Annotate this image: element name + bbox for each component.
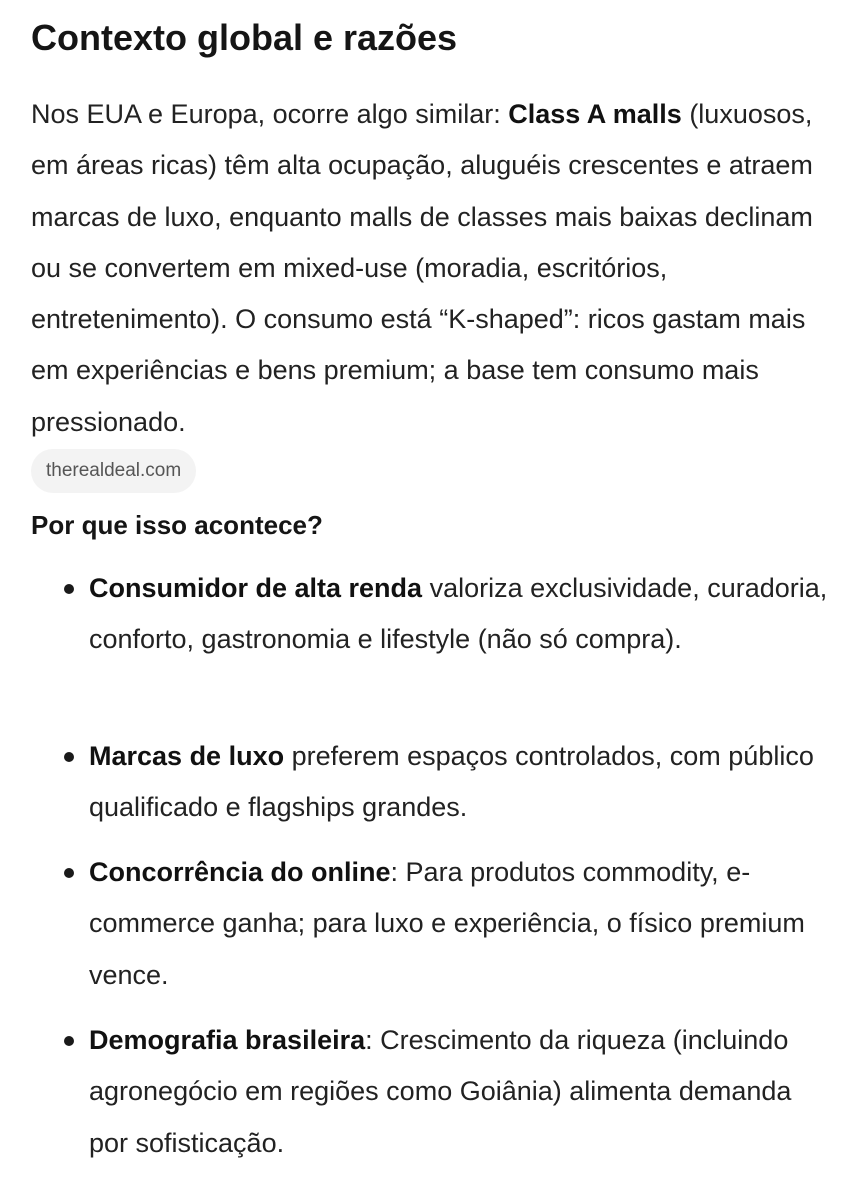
paragraph-body: (luxuosos, em áreas ricas) têm alta ocupação, aluguéis crescentes e atraem marcas de luxo, enquanto malls de classes mais baixas declinam ou se convertem em mixed-use (moradia, escritórios, entretenimento). O consumo está “K-shaped”: ricos gastam mais em experiências e bens premium; a base tem consumo mais pressionado. (31, 99, 813, 437)
paragraph-intro: Nos EUA e Europa, ocorre algo similar: (31, 99, 509, 129)
list-item-online-competition (89, 847, 829, 1001)
list-item-text: : Para produtos commodity, e-commerce ganha; para luxo e experiência, o físico premium vence. (89, 857, 805, 990)
list-item-bold-term: Consumidor de alta renda (89, 573, 423, 603)
list-item-bold-term: Marcas de luxo (89, 741, 285, 771)
list-item-luxury-brands (89, 731, 829, 834)
section-heading: Contexto global e razões (31, 17, 458, 58)
list-item-bold-term: Demografia brasileira (89, 1025, 366, 1055)
list-item-high-income (89, 563, 829, 666)
list-item-brazilian-demographics (89, 1015, 829, 1169)
paragraph-bold-term: Class A malls (508, 99, 682, 129)
list-item-text: : Crescimento da riqueza (incluindo agronegócio em regiões como Goiânia) alimenta demanda por sofisticação. (89, 1025, 792, 1158)
context-paragraph (31, 89, 831, 448)
bullet-dot (64, 868, 74, 878)
bullet-dot (64, 584, 74, 594)
bullet-dot (64, 752, 74, 762)
list-item-text: preferem espaços controlados, com público qualificado e flagships grandes. (89, 741, 814, 823)
bullet-dot (64, 1036, 74, 1046)
subsection-heading: Por que isso acontece? (31, 510, 323, 540)
source-link-chip[interactable]: therealdeal.com (31, 449, 196, 493)
list-item-text: valoriza exclusividade, curadoria, conforto, gastronomia e lifestyle (não só compra). (89, 573, 828, 655)
list-item-bold-term: Concorrência do online (89, 857, 391, 887)
